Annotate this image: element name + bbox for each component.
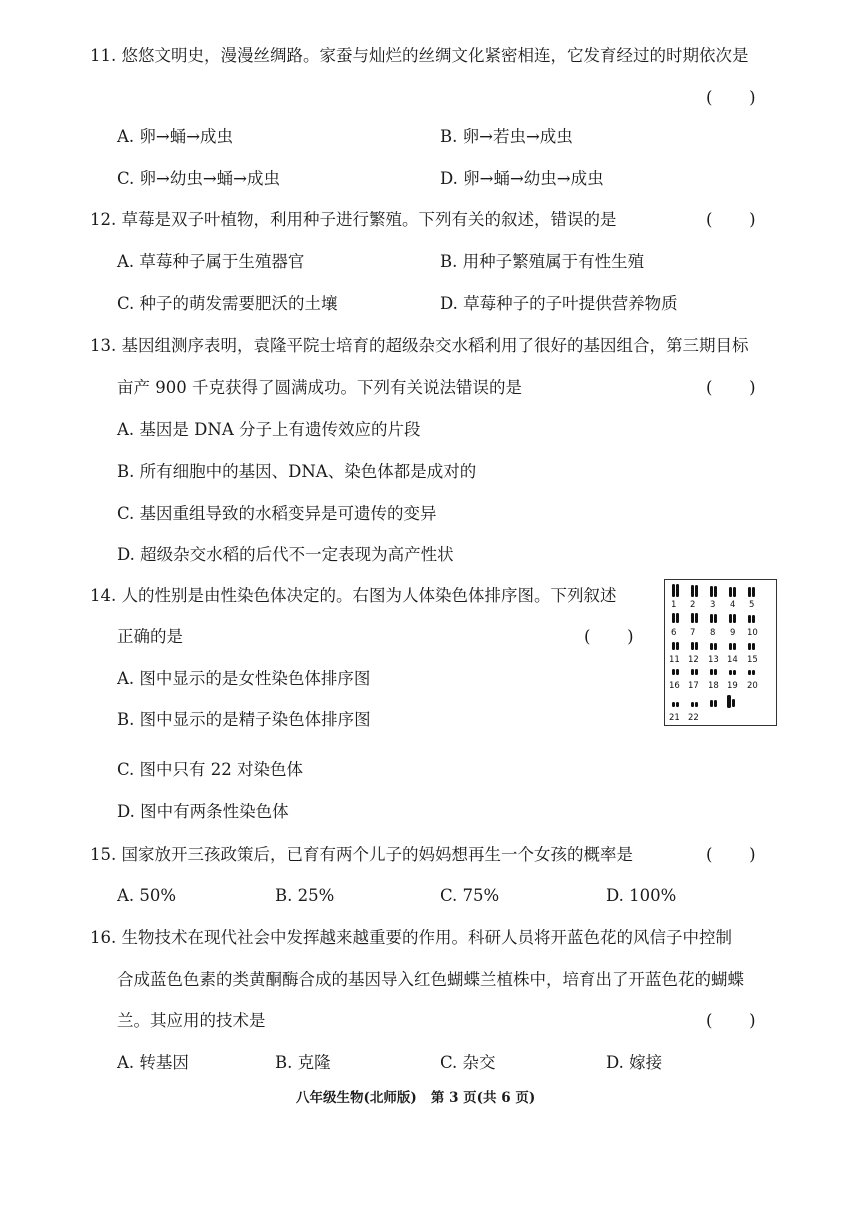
q14-option-d: D. 图中有两条性染色体	[117, 802, 289, 821]
q14-answer-bracket: ( )	[584, 627, 634, 646]
karyotype-chromosomes-graphic	[665, 580, 776, 725]
karyo-label: 12	[688, 655, 699, 665]
q14-stem-line1: 14. 人的性别是由性染色体决定的。右图为人体染色体排序图。下列叙述	[90, 586, 617, 605]
q13-stem-line1: 13. 基因组测序表明，袁隆平院士培育的超级杂交水稻利用了很好的基因组合，第三期目标	[90, 336, 749, 355]
karyo-label: 1	[671, 600, 677, 610]
q15-answer-bracket: ( )	[706, 845, 756, 864]
karyo-label: 7	[690, 628, 696, 638]
karyo-label: 15	[747, 655, 758, 665]
q11-option-d: D. 卵→蛹→幼虫→成虫	[440, 169, 604, 188]
karyo-label: 6	[671, 628, 677, 638]
karyo-label: 10	[747, 628, 758, 638]
q12-option-a: A. 草莓种子属于生殖器官	[117, 252, 305, 271]
q11-option-b: B. 卵→若虫→成虫	[440, 127, 573, 146]
karyo-label: 14	[727, 655, 738, 665]
q12-option-b: B. 用种子繁殖属于有性生殖	[440, 252, 645, 271]
q12-stem: 12. 草莓是双子叶植物，利用种子进行繁殖。下列有关的叙述，错误的是	[90, 210, 617, 229]
q16-answer-bracket: ( )	[706, 1011, 756, 1030]
q13-stem-line2: 亩产 900 千克获得了圆满成功。下列有关说法错误的是	[117, 378, 522, 397]
karyo-label: 20	[747, 681, 758, 691]
q14-option-c: C. 图中只有 22 对染色体	[117, 760, 304, 779]
q11-option-c: C. 卵→幼虫→蛹→成虫	[117, 169, 281, 188]
karyo-label: 16	[669, 681, 680, 691]
q16-option-d: D. 嫁接	[606, 1053, 663, 1072]
q12-option-c: C. 种子的萌发需要肥沃的土壤	[117, 294, 338, 313]
q11-option-a: A. 卵→蛹→成虫	[117, 127, 234, 146]
q16-stem-line2: 合成蓝色色素的类黄酮酶合成的基因导入红色蝴蝶兰植株中，培育出了开蓝色花的蝴蝶	[117, 970, 744, 989]
q16-stem-line1: 16. 生物技术在现代社会中发挥越来越重要的作用。科研人员将开蓝色花的风信子中控制	[90, 928, 732, 947]
q12-option-d: D. 草莓种子的子叶提供营养物质	[440, 294, 678, 313]
karyo-label: 17	[688, 681, 699, 691]
q16-option-b: B. 克隆	[275, 1053, 331, 1072]
q14-option-b: B. 图中显示的是精子染色体排序图	[117, 710, 371, 729]
q13-option-a: A. 基因是 DNA 分子上有遗传效应的片段	[117, 420, 421, 439]
q13-option-c: C. 基因重组导致的水稻变异是可遗传的变异	[117, 504, 437, 523]
q16-stem-line3: 兰。其应用的技术是	[117, 1011, 266, 1030]
q14-option-a: A. 图中显示的是女性染色体排序图	[117, 669, 371, 688]
karyo-label: 3	[710, 600, 716, 610]
q11-stem: 11. 悠悠文明史，漫漫丝绸路。家蚕与灿烂的丝绸文化紧密相连，它发育经过的时期依次是	[90, 46, 749, 65]
q15-option-c: C. 75%	[440, 886, 500, 905]
q12-answer-bracket: ( )	[706, 210, 756, 229]
karyo-label: 2	[690, 600, 696, 610]
karyo-label: 19	[727, 681, 738, 691]
karyo-label: 21	[669, 713, 680, 723]
q13-option-b: B. 所有细胞中的基因、DNA、染色体都是成对的	[117, 462, 477, 481]
q16-option-a: A. 转基因	[117, 1053, 189, 1072]
q14-stem-line2: 正确的是	[117, 627, 183, 646]
q13-answer-bracket: ( )	[706, 378, 756, 397]
karyo-label: 18	[708, 681, 719, 691]
q13-option-d: D. 超级杂交水稻的后代不一定表现为高产性状	[117, 545, 454, 564]
karyo-label: 4	[730, 600, 736, 610]
q15-option-a: A. 50%	[117, 886, 177, 905]
karyotype-figure	[664, 579, 777, 726]
q15-option-b: B. 25%	[275, 886, 335, 905]
karyo-label: 9	[730, 628, 736, 638]
q15-stem: 15. 国家放开三孩政策后，已育有两个儿子的妈妈想再生一个女孩的概率是	[90, 845, 633, 864]
karyo-label: 5	[749, 600, 755, 610]
karyo-label: 8	[710, 628, 716, 638]
page-footer: 八年级生物(北师版) 第 3 页(共 6 页)	[296, 1090, 536, 1106]
q11-answer-bracket: ( )	[706, 88, 756, 107]
q15-option-d: D. 100%	[606, 886, 677, 905]
karyo-label: 22	[688, 713, 699, 723]
q16-option-c: C. 杂交	[440, 1053, 496, 1072]
karyo-label: 11	[669, 655, 680, 665]
karyo-label: 13	[708, 655, 719, 665]
